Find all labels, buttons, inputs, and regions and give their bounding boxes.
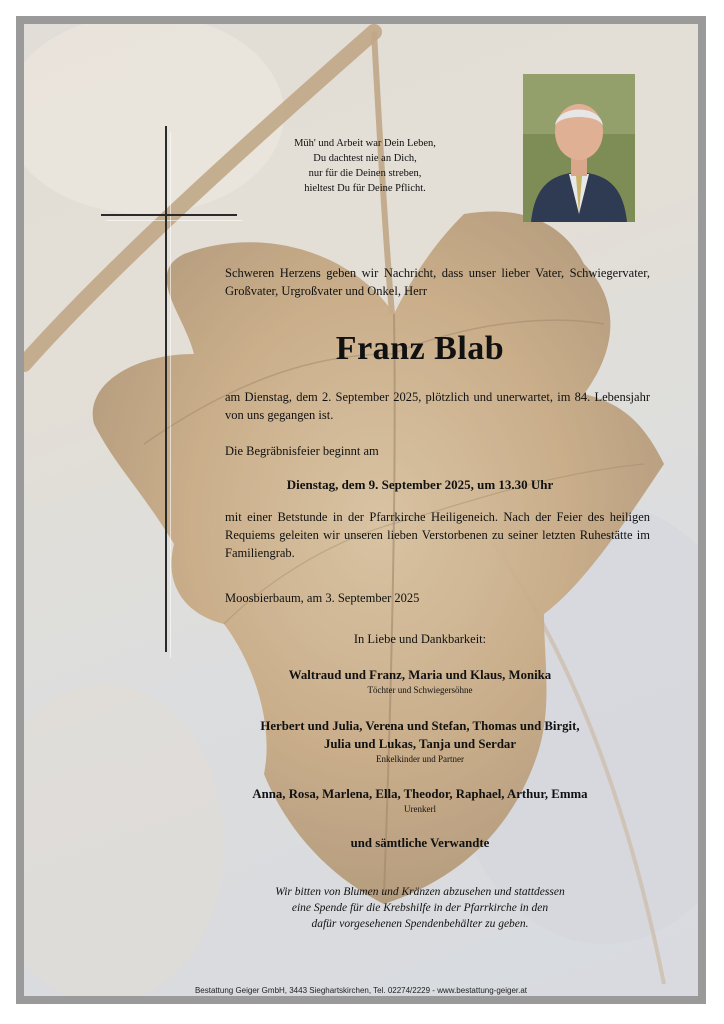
portrait-photo	[523, 74, 635, 222]
relatives-line: und sämtliche Verwandte	[350, 836, 490, 850]
obituary-card	[24, 24, 698, 996]
footer: Bestattung Geiger GmbH, 3443 Sieghartskirchen, Tel. 02274/2229 - www.bestattung-geiger.at	[194, 986, 528, 995]
request-note-line: eine Spende für die Krebshilfe in der Pfarrkirche in den	[291, 902, 549, 914]
funeral-text: mit einer Betstunde in der Pfarrkirche Heiligeneich. Nach der Feier des heiligen Requiems geleiten wir unseren lieben Verstorbenen zu seiner letzten Ruhestätte im Familiengrab.	[225, 510, 650, 560]
poem-line: Du dachtest nie an Dich,	[313, 153, 417, 164]
poem-line: Müh' und Arbeit war Dein Leben,	[294, 138, 436, 149]
family-relation: Enkelkinder und Partner	[376, 754, 464, 764]
deceased-name: Franz Blab	[335, 330, 505, 367]
request-note-line: Wir bitten von Blumen und Kränzen abzusehen und stattdessen	[275, 886, 565, 898]
funeral-date: Dienstag, dem 9. September 2025, um 13.30 Uhr	[286, 477, 554, 492]
family-names: Herbert und Julia, Verena und Stefan, Thomas und Birgit,	[260, 719, 580, 733]
family-names: Waltraud und Franz, Maria und Klaus, Monika	[288, 668, 552, 682]
cross-shadow	[170, 132, 171, 658]
poem-line: hieltest Du für Deine Pflicht.	[304, 183, 426, 194]
family-group	[225, 717, 615, 765]
family-group	[225, 666, 615, 696]
portrait-figure	[523, 74, 635, 222]
poem-line: nur für die Deinen streben,	[308, 168, 422, 179]
cross-icon	[101, 214, 237, 216]
family-group	[225, 785, 615, 815]
family-relation: Töchter und Schwiegersöhne	[367, 685, 473, 695]
poem	[280, 136, 450, 196]
family-names: Julia und Lukas, Tanja und Serdar	[323, 737, 517, 751]
request-note-line: dafür vorgesehenen Spendenbehälter zu geben.	[311, 918, 529, 930]
place-date: Moosbierbaum, am 3. September 2025	[225, 591, 420, 605]
request-note	[225, 884, 615, 932]
love-line: In Liebe und Dankbarkeit:	[353, 632, 487, 646]
intro-text: Schweren Herzens geben wir Nachricht, dass unser lieber Vater, Schwiegervater, Großvater, Urgroßvater und Onkel, Herr	[225, 266, 650, 298]
cross-icon	[165, 126, 167, 652]
cross-shadow	[106, 220, 242, 221]
funeral-intro: Die Begräbnisfeier beginnt am	[225, 444, 379, 458]
family-relation: Urenkerl	[404, 804, 436, 814]
family-names: Anna, Rosa, Marlena, Ella, Theodor, Raphael, Arthur, Emma	[252, 787, 588, 801]
death-text: am Dienstag, dem 2. September 2025, plötzlich und unerwartet, im 84. Lebensjahr von uns gegangen ist.	[225, 390, 650, 422]
